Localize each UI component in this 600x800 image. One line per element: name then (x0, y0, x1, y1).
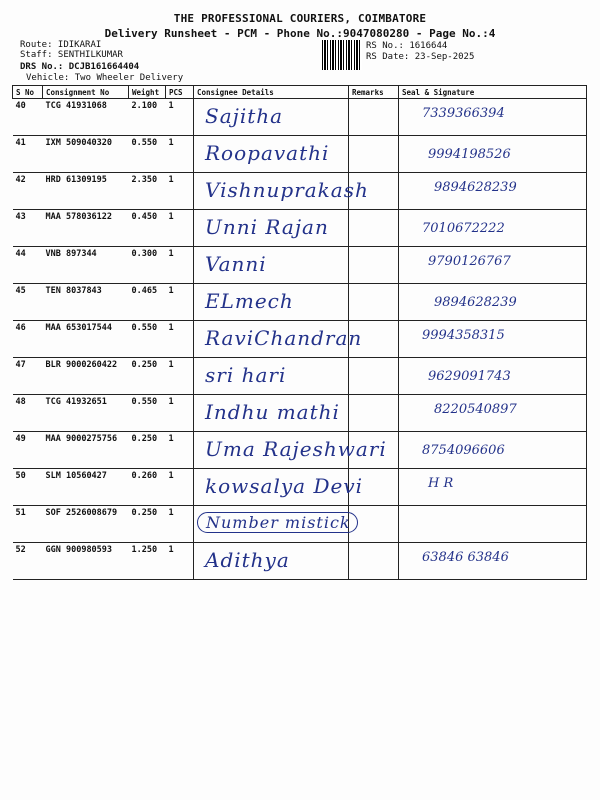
cell-consignment: MAA 653017544 (43, 321, 129, 358)
cell-remarks (349, 247, 399, 284)
cell-pcs: 1 (166, 173, 194, 210)
table-row (13, 506, 587, 543)
drs-field: DRS No.: DCJB161664404 (20, 62, 140, 72)
cell-remarks (349, 136, 399, 173)
table-row (13, 469, 587, 506)
route-field: Route: IDIKARAI (20, 40, 102, 50)
signature-handwriting: 7339366394 (422, 106, 505, 121)
cell-consignment: IXM 509040320 (43, 136, 129, 173)
cell-weight: 0.550 (129, 321, 166, 358)
cell-remarks (349, 210, 399, 247)
table-row (13, 173, 587, 210)
cell-consignment: GGN 900980593 (43, 543, 129, 580)
cell-sno: 40 (13, 99, 43, 136)
cell-consignee (194, 543, 349, 580)
consignee-handwriting: Sajitha (205, 104, 284, 128)
cell-weight: 0.260 (129, 469, 166, 506)
staff-field: Staff: SENTHILKUMAR (20, 50, 123, 60)
cell-weight: 0.550 (129, 136, 166, 173)
cell-signature (399, 321, 587, 358)
cell-weight: 0.465 (129, 284, 166, 321)
cell-consignment: TCG 41931068 (43, 99, 129, 136)
col-consignment: Consignment No (43, 86, 129, 99)
cell-sno: 43 (13, 210, 43, 247)
cell-pcs: 1 (166, 284, 194, 321)
cell-signature (399, 284, 587, 321)
consignee-handwriting: Unni Rajan (205, 215, 329, 239)
signature-handwriting: 8754096606 (422, 443, 505, 458)
cell-consignee (194, 136, 349, 173)
barcode-image (322, 40, 362, 70)
cell-signature (399, 506, 587, 543)
cell-signature (399, 358, 587, 395)
cell-sno: 51 (13, 506, 43, 543)
cell-consignment: HRD 61309195 (43, 173, 129, 210)
signature-handwriting: 9994198526 (428, 147, 511, 162)
cell-consignment: MAA 578036122 (43, 210, 129, 247)
consignee-handwriting: Vishnuprakash (205, 178, 369, 202)
cell-weight: 0.450 (129, 210, 166, 247)
cell-consignment: SOF 2526008679 (43, 506, 129, 543)
cell-consignee (194, 506, 349, 543)
cell-remarks (349, 543, 399, 580)
col-remarks: Remarks (349, 86, 399, 99)
runsheet-table (12, 85, 587, 580)
cell-pcs: 1 (166, 395, 194, 432)
vehicle-field: Vehicle: Two Wheeler Delivery (26, 73, 184, 83)
cell-weight: 2.350 (129, 173, 166, 210)
table-row (13, 395, 587, 432)
signature-handwriting: 7010672222 (422, 221, 505, 236)
consignee-handwriting: sri hari (205, 363, 287, 387)
signature-handwriting: 63846 63846 (422, 550, 509, 565)
cell-consignee (194, 321, 363, 358)
cell-weight: 0.300 (129, 247, 166, 284)
cell-consignment: TCG 41932651 (43, 395, 129, 432)
table-row (13, 432, 587, 469)
consignee-handwriting: Indhu mathi (205, 400, 340, 424)
consignee-handwriting: kowsalya Devi (205, 474, 364, 498)
col-seal: Seal & Signature (399, 86, 587, 99)
col-consignee: Consignee Details (194, 86, 349, 99)
cell-consignee (194, 395, 349, 432)
cell-signature (399, 543, 587, 580)
table-row (13, 99, 587, 136)
cell-signature (399, 99, 587, 136)
cell-sno: 49 (13, 432, 43, 469)
cell-consignee (194, 247, 349, 284)
signature-handwriting: 9629091743 (428, 369, 511, 384)
cell-remarks (349, 395, 399, 432)
cell-pcs: 1 (166, 469, 194, 506)
cell-signature (399, 432, 587, 469)
cell-consignment: BLR 9000260422 (43, 358, 129, 395)
consignee-handwriting: RaviChandran (205, 326, 363, 350)
cell-sno: 46 (13, 321, 43, 358)
cell-consignment: SLM 10560427 (43, 469, 129, 506)
cell-sno: 45 (13, 284, 43, 321)
cell-pcs: 1 (166, 99, 194, 136)
cell-weight: 1.250 (129, 543, 166, 580)
cell-sno: 47 (13, 358, 43, 395)
cell-signature (399, 136, 587, 173)
signature-handwriting: 9894628239 (434, 295, 517, 310)
table-row (13, 210, 587, 247)
cell-pcs: 1 (166, 432, 194, 469)
cell-signature (399, 395, 587, 432)
cell-consignee (194, 99, 349, 136)
cell-consignment: VNB 897344 (43, 247, 129, 284)
cell-consignee (194, 173, 369, 210)
signature-handwriting (402, 508, 583, 518)
table-row (13, 321, 587, 358)
cell-sno: 41 (13, 136, 43, 173)
consignee-handwriting: Roopavathi (205, 141, 330, 165)
table-row (13, 284, 587, 321)
col-pcs: PCS (166, 86, 194, 99)
cell-weight: 2.100 (129, 99, 166, 136)
cell-sno: 52 (13, 543, 43, 580)
cell-signature (399, 210, 587, 247)
cell-pcs: 1 (166, 506, 194, 543)
col-sno: S No (13, 86, 43, 99)
cell-weight: 0.250 (129, 506, 166, 543)
cell-consignee (194, 358, 349, 395)
cell-consignee (194, 469, 364, 506)
table-header-row (13, 86, 587, 99)
table-row (13, 136, 587, 173)
consignee-handwriting: Vanni (205, 252, 267, 276)
signature-handwriting: 9790126767 (428, 254, 511, 269)
consignee-handwriting: Uma Rajeshwari (205, 437, 387, 461)
signature-handwriting: H R (428, 476, 454, 491)
cell-signature (399, 469, 587, 506)
cell-weight: 0.250 (129, 432, 166, 469)
cell-consignment: MAA 9000275756 (43, 432, 129, 469)
consignee-handwriting: ELmech (205, 289, 294, 313)
table-row (13, 358, 587, 395)
cell-consignment: TEN 8037843 (43, 284, 129, 321)
cell-signature (399, 247, 587, 284)
cell-remarks (349, 284, 399, 321)
cell-pcs: 1 (166, 136, 194, 173)
cell-pcs: 1 (166, 210, 194, 247)
cell-weight: 0.550 (129, 395, 166, 432)
cell-pcs: 1 (166, 321, 194, 358)
signature-handwriting: 8220540897 (434, 402, 517, 417)
rs-date-field: RS Date: 23-Sep-2025 (366, 52, 475, 62)
consignee-handwriting: Adithya (205, 548, 290, 572)
table-row (13, 543, 587, 580)
consignee-handwriting: Number mistick (197, 512, 358, 533)
cell-pcs: 1 (166, 543, 194, 580)
table-row (13, 247, 587, 284)
cell-consignee (194, 432, 387, 469)
document-title: THE PROFESSIONAL COURIERS, COIMBATORE (173, 12, 427, 25)
cell-consignee (194, 284, 349, 321)
rs-no-field: RS No.: 1616644 (366, 41, 448, 51)
col-weight: Weight (129, 86, 166, 99)
cell-pcs: 1 (166, 247, 194, 284)
signature-handwriting: 9994358315 (422, 328, 505, 343)
cell-signature (399, 173, 587, 210)
cell-remarks (349, 99, 399, 136)
cell-sno: 48 (13, 395, 43, 432)
cell-consignee (194, 210, 349, 247)
document-subtitle: Delivery Runsheet - PCM - Phone No.:9047080280 - Page No.:4 (104, 27, 496, 40)
cell-weight: 0.250 (129, 358, 166, 395)
cell-sno: 50 (13, 469, 43, 506)
cell-pcs: 1 (166, 358, 194, 395)
cell-sno: 44 (13, 247, 43, 284)
signature-handwriting: 9894628239 (434, 180, 517, 195)
cell-remarks (349, 358, 399, 395)
cell-sno: 42 (13, 173, 43, 210)
